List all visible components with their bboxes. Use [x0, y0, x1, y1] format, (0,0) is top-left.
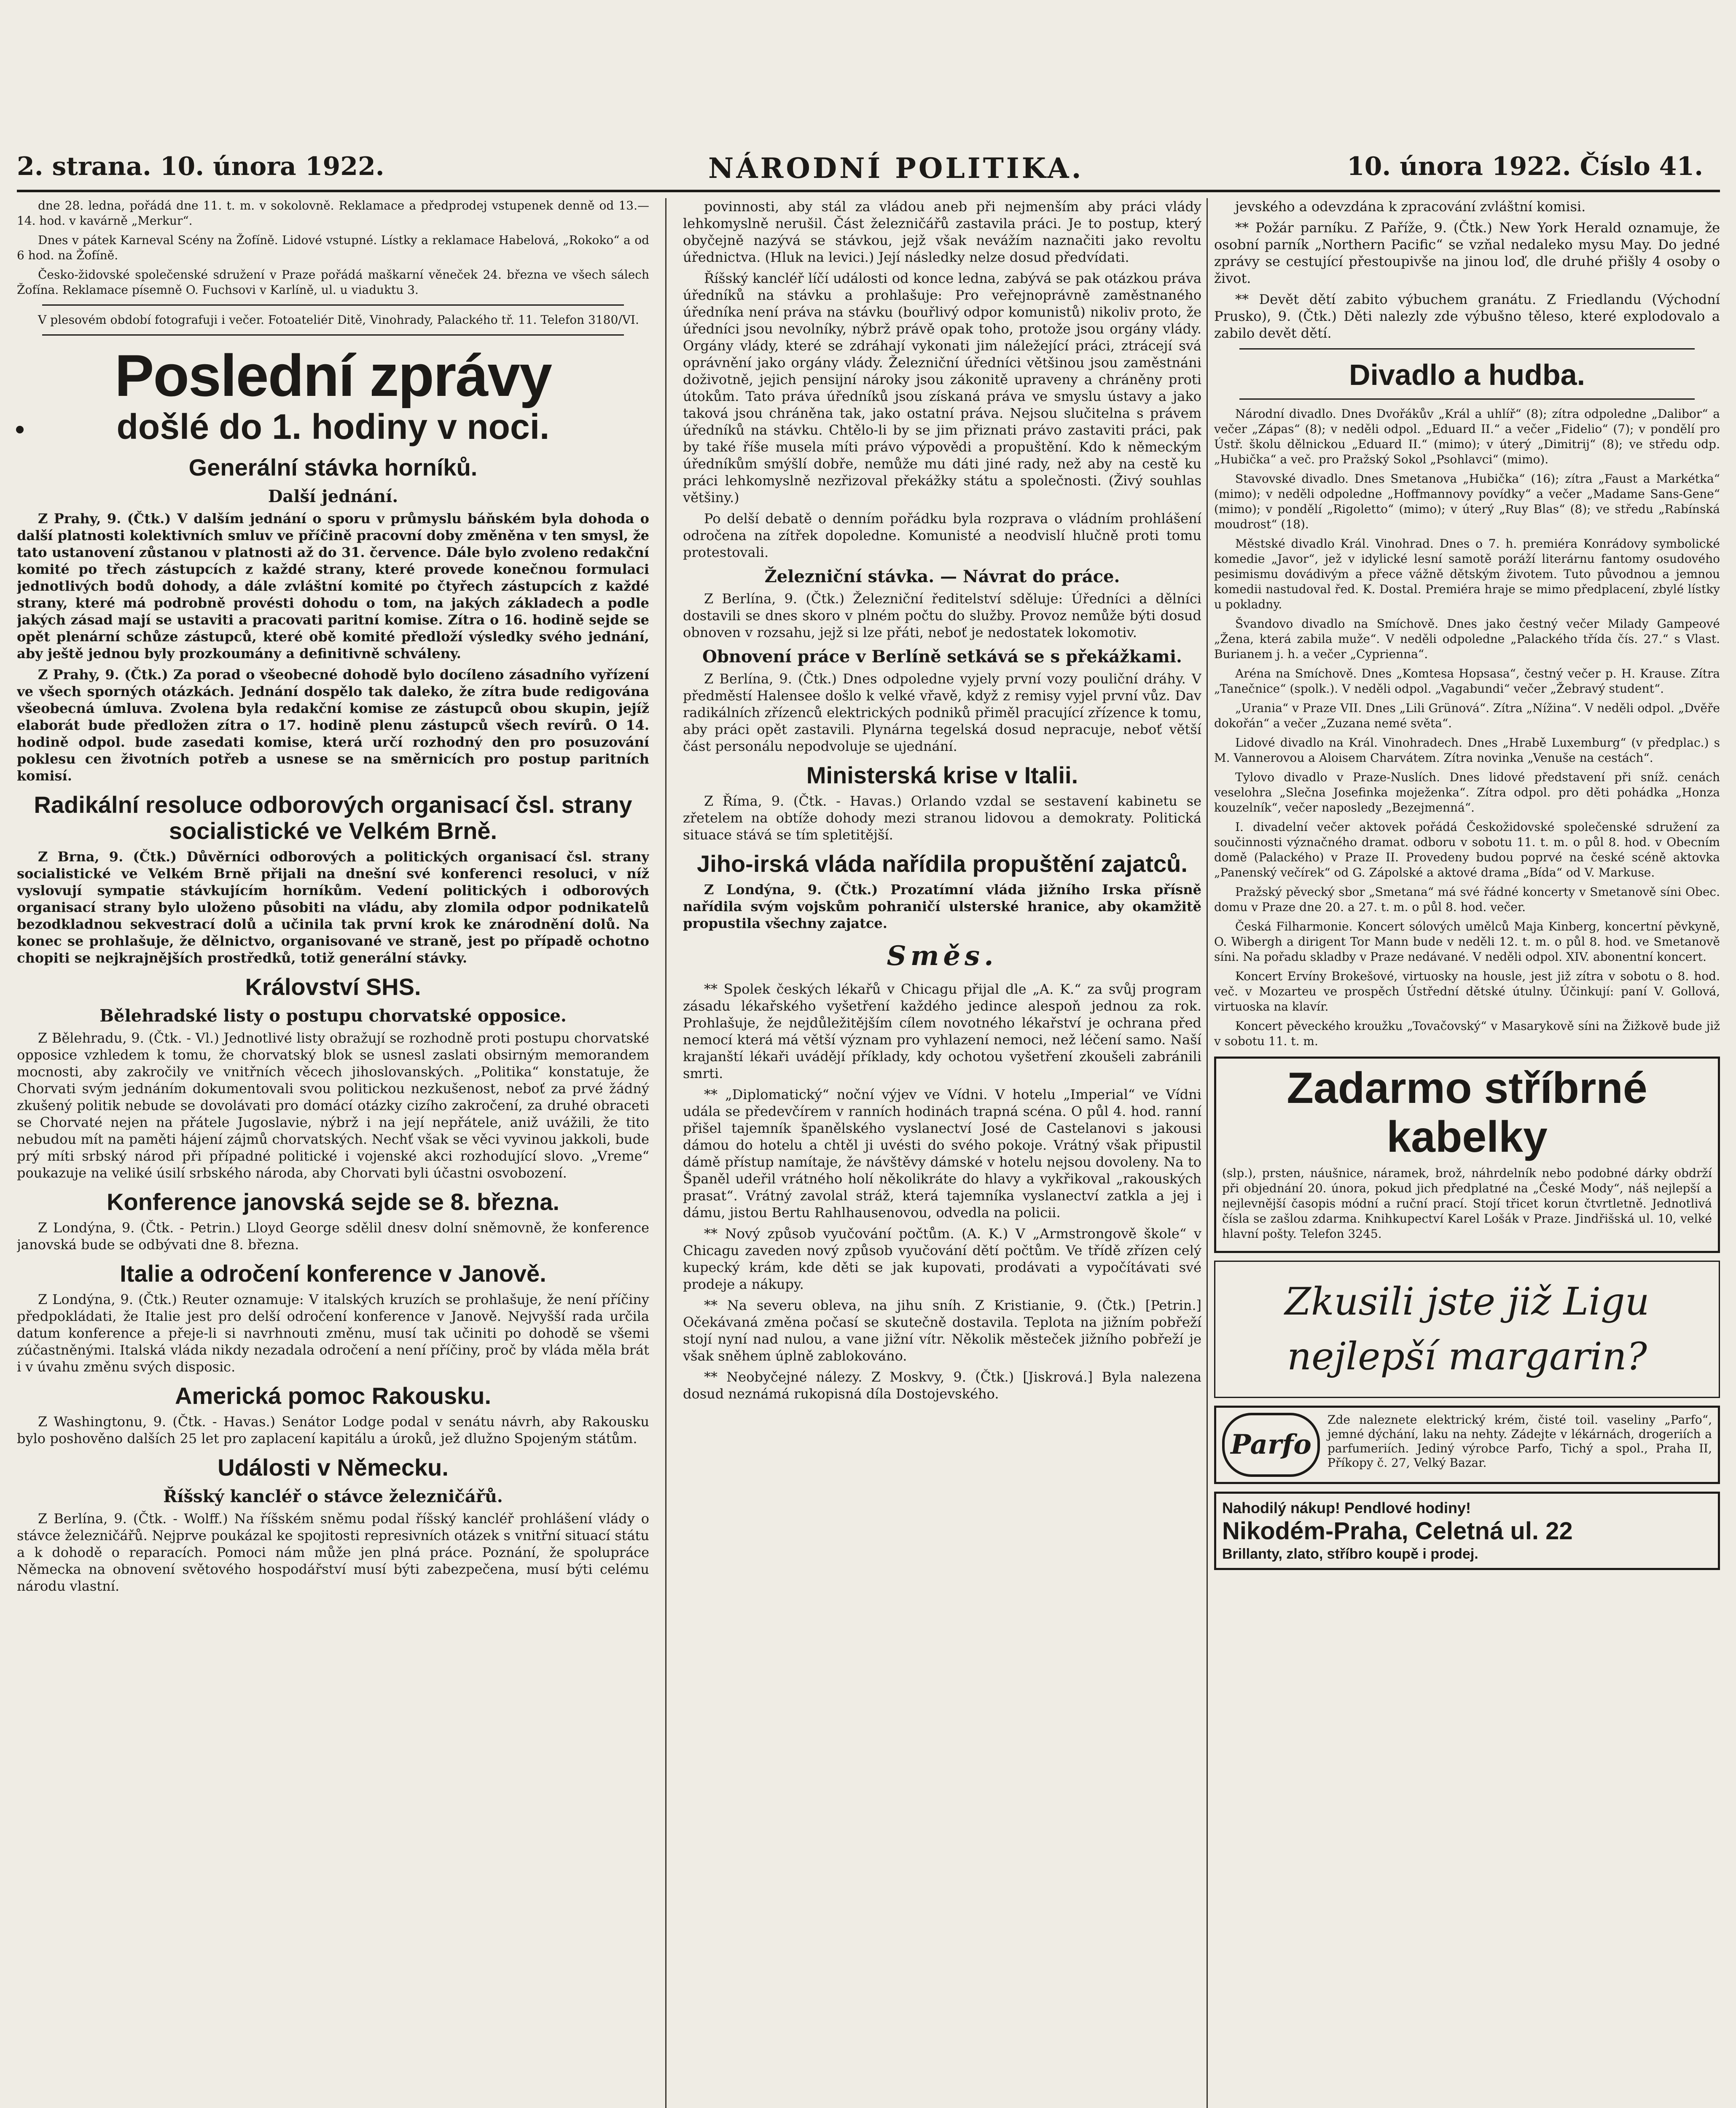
- article-paragraph: ** Spolek českých lékařů v Chicagu přijal dle „A. K.“ za svůj program zásadu lékařského vyšetření každého jedince alespoň jednou za rok. Prohlašuje, že nejdůležitějším cílem novotného lékařství je ochrana před nemocí která má větší význam pro vyhlazení nemoci, než léčení samo. Naší krajanští lékaři uvádějí příklady, kdy ochotou vyšetření zkoušeli zabránili smrti.: [683, 981, 1201, 1081]
- article-heading: Události v Německu.: [218, 1454, 449, 1481]
- headline-subtitle: došlé do 1. hodiny v noci.: [116, 407, 550, 446]
- concert-listing: Česká Filharmonie. Koncert sólových umělců Maja Kinberg, koncertní pěvkyně, O. Wibergh a dirigent Tor Mann bude v neděli 12. t. m. o půl 8. hod. ve Smetanově síni. Na pořadu skladby v Praze nedávané. V neděli odpol. XIV. abonentní koncert.: [1214, 920, 1720, 964]
- theatre-listing: Švandovo divadlo na Smíchově. Dnes jako čestný večer Milady Gampeové „Žena, která zabila muže“. V neděli odpoledne „Palackého třída čís. 27.“ s Vlast. Burianem j. h. a večer „Cyprienna“.: [1214, 617, 1720, 661]
- concert-listing: Koncert pěveckého kroužku „Tovačovský“ v Masarykově síni na Žižkově bude již v sobotu 11. t. m.: [1214, 1019, 1720, 1048]
- theatre-listing: Aréna na Smíchově. Dnes „Komtesa Hopsasa“, čestný večer p. H. Krause. Zítra „Tanečnice“ (spolk.). V neděli odpol. „Vagabundi“ večer „Žebravý student“.: [1214, 667, 1720, 696]
- ad-line-large: Nikodém-Praha, Celetná ul. 22: [1222, 1517, 1573, 1545]
- article-heading: Italie a odročení konference v Janově.: [120, 1260, 546, 1287]
- article-paragraph: Z Londýna, 9. (Čtk.) Reuter oznamuje: V italských kruzích se prohlašuje, že není příčiny předpokládati, že Italie jest pro delší odročení konference v Janově. Nejvyšší rada určila datum konference a přeje-li si navrhnouti změnu, musí tak učiniti po dohodě se všemi zúčastněnými. Italská vláda nikdy nezadala odročení a není příčiny, proč by vláda měla brát i v úvahu změnu svých disposic.: [17, 1291, 649, 1375]
- article-paragraph: Z Berlína, 9. (Čtk. - Wolff.) Na říšském sněmu podal říšský kancléř prohlášení vlády o stávce železničářů. Nejprve poukázal ke spojitosti represivních otázek s vnitřní situací státu a k dohodě o reparacích. Pomoci nám může jen plná práce. Poznání, že spolupráce Německa na obnovení světového hospodářství musí býti zabezpečena, musí býti celému národu vlastní.: [17, 1511, 649, 1594]
- ad-logo-row: [1222, 1413, 1712, 1477]
- theatre-listing: „Urania“ v Praze VII. Dnes „Lili Grünová“. Zítra „Nížina“. V neděli odpol. „Dvěře dokořán“ a večer „Zuzana nemé světa“.: [1214, 701, 1720, 730]
- ad-line: Brillanty, zlato, stříbro koupě i prodej.: [1222, 1546, 1478, 1562]
- article-subheading: Bělehradské listy o postupu chorvatské opposice.: [99, 1006, 567, 1026]
- article-paragraph: Z Londýna, 9. (Čtk. - Petrin.) Lloyd George sdělil dnesv dolní sněmovně, že konference janovská bude se odbývati dne 8. března.: [17, 1220, 649, 1253]
- advertisement-parfo: [1214, 1406, 1720, 1484]
- article-subheading: Říšský kancléř o stávce železničářů.: [163, 1487, 503, 1506]
- ad-body: (slp.), prsten, náušnice, náramek, brož, náhrdelník nebo podobné dárky obdrží při objednání 20. února, pokud jich předplatné na „České Mody“, náš nejlepší a nejlevnější časopis módní a ruční prací. Stojí třicet korun čtvrtletně. Jednotlivá čísla se zašlou zdarma. Knihkupectví Karel Lošák v Praze. Jindřišská ul. 10, velké hlavní pošty. Telefon 3245.: [1222, 1166, 1712, 1241]
- parfo-logo: Parfo: [1222, 1413, 1320, 1477]
- column-divider-1: [665, 198, 666, 2108]
- separator: [42, 304, 624, 306]
- section-heading-smes: Směs.: [887, 940, 998, 972]
- column-3: [1214, 198, 1720, 2108]
- article-paragraph: Z Říma, 9. (Čtk. - Havas.) Orlando vzdal se sestavení kabinetu se zřetelem na obtíže dohody mezi stranou lidovou a demokraty. Politická situace stává se tím spletitější.: [683, 793, 1201, 843]
- column-divider-2: [1207, 198, 1208, 2108]
- article-paragraph: ** „Diplomatický“ noční výjev ve Vídni. V hotelu „Imperial“ ve Vídni udála se předevčírem v ranních hodinách trapná scéna. O půl 4. hod. ranní přišel tajemník španělského vyslanectví José de Castelanovi s jakousi dámou do hotelu a chtěl ji uvésti do svého pokoje. Vrátný však připustil dámě přístup namítaje, že návštěvy dámské v hotelu nejsou dovoleny. Na to Španěl udeřil vrátného holí několikráte do hlavy a vykřikoval „rakouských prasat“. Vrátný zavolal stráž, která tajemníka vyslanectví zatkla a jej i dámu, jistou Bertu Rahlhausenovou, odvedla na policii.: [683, 1086, 1201, 1221]
- notice: dne 28. ledna, pořádá dne 11. t. m. v sokolovně. Reklamace a předprodej vstupenek denně od 13.—14. hod. v kavárně „Merkur“.: [17, 199, 649, 228]
- advertisement-margarine: Zkusili jste již Ligu nejlepší margarin?: [1214, 1261, 1720, 1398]
- ad-body: Zde naleznete elektrický krém, čisté toil. vaseliny „Parfo“, jemné dýchání, laku na nehty. Zádejte v lékárnách, drogeriích a parfumeriích. Jediný výrobce Parfo, Tichý a spol., Praha II, Příkopy č. 27, Velký Bazar.: [1328, 1413, 1712, 1470]
- page-number-date: 2. strana. 10. února 1922.: [17, 152, 384, 181]
- newspaper-title: NÁRODNÍ POLITIKA.: [708, 152, 1084, 185]
- article-paragraph: Z Londýna, 9. (Čtk.) Prozatímní vláda jižního Irska přísně nařídila svým vojskům pohraničí ulsterské hranice, aby okamžitě propustila všechny zajatce.: [683, 882, 1201, 931]
- concert-listing: Pražský pěvecký sbor „Smetana“ má své řádné koncerty v Smetanově síni Obec. domu v Praze dne 20. a 27. t. m. o půl 8. hod. večer.: [1214, 885, 1720, 914]
- article-paragraph: Říšský kancléř líčí události od konce ledna, zabývá se pak otázkou práva úředníků na stávku a prohlašuje: Pro veřejnoprávně zaměstnaného úředníka není práva na stávku (bouřlivý odpor komunistů) nikoliv proto, že úředníci jsou nevolníky, nýbrž právě opak toho, protože jsou orgány vlády. Orgány vlády, které se zdráhají vykonati jim náležející práci, ztrácejí svá oprávnění jako orgány vlády. Železniční úředníci většinou jsou zaměstnáni doživotně, jejich pensijní nároky jsou zákonitě upraveny a chráněny proti útokům. Tato práva úředníků jsou získaná práva ve smyslu ústavy a jako taková jsou chráněna tak, jako ostatní práva. Nejsou slučitelna s právem úředníků na stávku. Chtělo-li by se jim přiznati právo zastaviti práci, pak by také říše musela míti právo výpovědi a propuštění. Kdo k německým úředníkům smýšlí dobře, nemůže mu dáti jiné rady, než aby na cestě ku práci lehkomyslně nezřizoval překážky státu a společnosti. (Živý souhlas většiny.): [683, 270, 1201, 505]
- article-paragraph: jevského a odevzdána k zpracování zvláštní komisi.: [1235, 199, 1586, 215]
- article-paragraph: ** Na severu obleva, na jihu sníh. Z Kristianie, 9. (Čtk.) [Petrin.] Očekávaná změna počasí se skutečně dostavila. Teplota na jižním pobřeží stojí nyní nad nulou, a vane jižní vítr. Několik městeček jižního pobřeží je však sněhem úplně zablokováno.: [683, 1297, 1201, 1364]
- article-paragraph: ** Devět dětí zabito výbuchem granátu. Z Friedlandu (Východní Prusko), 9. (Čtk.) Děti nalezly zde výbušno těleso, které explodovalo a zabilo devět dětí.: [1214, 291, 1720, 341]
- article-heading: Konference janovská sejde se 8. března.: [107, 1188, 559, 1215]
- article-heading: Obnovení práce v Berlíně setkává se s překážkami.: [702, 647, 1182, 667]
- article-heading: Radikální resoluce odborových organisací čsl. strany socialistické ve Velkém Brně.: [34, 791, 632, 844]
- article-paragraph: Z Washingtonu, 9. (Čtk. - Havas.) Senátor Lodge podal v senátu návrh, aby Rakousku bylo poshověno dalších 25 let pro zaplacení kapitálu a úroků, jež dlužno Spojeným státům.: [17, 1414, 649, 1447]
- article-subheading: Další jednání.: [268, 487, 398, 506]
- column-1: [17, 198, 649, 2108]
- theatre-listing: Městské divadlo Král. Vinohrad. Dnes o 7. h. premiéra Konrádovy symbolické komedie „Javor“, jež v idylické lesní samotě poráží literárnu fantomy osudového pesimismu dovádivým a přece vážně dětským životem. Tuto původnou a jemnou komedii nastudoval řed. K. Dostal. Premiéra hraje se mimo předplacení, zbylé lístky u pokladny.: [1214, 537, 1720, 611]
- advertisement-nikodem: [1214, 1492, 1720, 1570]
- article-paragraph: ** Požár parníku. Z Paříže, 9. (Čtk.) New York Herald oznamuje, že osobní parník „Northern Pacific“ se vzňal nedaleko mysu May. Do jedné zprávy se cestující přestoupivše na jinou loď, dle druhé přišly 4 osoby o život.: [1214, 220, 1720, 286]
- theatre-listing: Národní divadlo. Dnes Dvořákův „Král a uhlíř“ (8); zítra odpoledne „Dalibor“ a večer „Zápas“ (8); v neděli odpol. „Eduard II.“ a večer „Fidelio“ (7); v pondělí pro Ústř. školu dělnickou „Eduard II.“ (mimo); v úterý „Dimitrij“ (8); ve středu odp. „Hubička“ a več. pro Pražský Sokol „Psohlavci“ (mimo).: [1214, 407, 1720, 466]
- masthead-rule: [17, 190, 1720, 192]
- notice: V plesovém období fotografuji i večer. Fotoateliér Ditě, Vinohrady, Palackého tř. 11. Telefon 3180/VI.: [38, 313, 639, 327]
- article-heading: Ministerská krise v Italii.: [806, 762, 1078, 788]
- article-heading: Jiho-irská vláda nařídila propuštění zajatců.: [697, 850, 1188, 877]
- ad-headline: Zadarmo stříbrné kabelky: [1287, 1064, 1647, 1162]
- issue-date-number: 10. února 1922. Číslo 41.: [1346, 152, 1703, 181]
- separator: [42, 334, 624, 336]
- masthead: [17, 152, 1703, 186]
- article-paragraph: ** Nový způsob vyučování počtům. (A. K.) V „Armstrongově škole“ v Chicagu zaveden nový způsob vyučování dětí počtům. Ve třídě zřízen celý kupecký krám, kde děti se jak kupovati, prodávati a vypočítávati své prodeje a nákupy.: [683, 1226, 1201, 1292]
- notice: Dnes v pátek Karneval Scény na Žofíně. Lidové vstupné. Lístky a reklamace Habelová, „Rokoko“ a od 6 hod. na Žofíně.: [17, 233, 649, 262]
- theatre-listing: Lidové divadlo na Král. Vinohradech. Dnes „Hrabě Luxemburg“ (v předplac.) s M. Vannerovou a Aloisem Charvátem. Zítra novinka „Venuše na cestách“.: [1214, 736, 1720, 765]
- advertisement-silver-handbags: [1214, 1057, 1720, 1253]
- article-heading: Království SHS.: [245, 973, 421, 1000]
- ad-line: Nahodilý nákup! Pendlové hodiny!: [1222, 1499, 1471, 1516]
- section-heading-theatre-music: Divadlo a hudba.: [1349, 358, 1586, 391]
- article-paragraph: Z Prahy, 9. (Čtk.) V dalším jednání o sporu v průmyslu báňském byla dohoda o další platnosti kolektivních smluv ve příčině pracovní doby změněna v ten smysl, že tato ustanovení zůstanou v platnosti až do 31. července. Dále bylo zvoleno redakční komité po třech zástupcích z každé strany, které provede konečnou formulaci jednotlivých bodů dohody, a dále zvláštní komité po čtyřech zástupcích z každé strany, které má podrobně provésti dohodu o tom, na jakých základech a podle jakých zásad mají se ustaviti a pracovati paritní komise. Zítra o 16. hodině sejde se opět plenární schůze zástupců, které obě komité předloží výsledky svého jednání, aby ještě jednou byly prozkoumány a definitivně schváleny.: [17, 511, 649, 661]
- theatre-listing: I. divadelní večer aktovek pořádá Českožidovské společenské sdružení za součinnosti význačného dramat. odboru v sobotu 11. t. m. o půl 8. hod. v Obecním domě (Palackého) v Praze II. Provedeny budou poprvé na české scéně aktovka „Panenský večírek“ od G. Zápolské a aktové drama „Bída“ od V. Markuse.: [1214, 820, 1720, 879]
- article-paragraph: Po delší debatě o denním pořádku byla rozprava o vládním prohlášení odročena na zítřek dopoledne. Komunisté a neodvislí hlučně proti tomu protestovali.: [683, 511, 1201, 560]
- article-paragraph: Z Prahy, 9. (Čtk.) Za porad o všeobecné dohodě bylo docíleno zásadního vyřízení ve všech sporných otázkách. Jednání dospělo tak daleko, že zítra bude redigována všeobecná úmluva. Zvolena byla redakční komise ze zástupců obou skupin, jejíž elaborát bude předložen zítra o 17. hodině plenu zástupců všech revírů. O 14. hodině odpol. bude zasedati komise, která určí rozhodný den pro posuzování poklesu cen životních potřeb a usnese se na směrnicích pro postup paritních komisí.: [17, 667, 649, 784]
- article-heading: Americká pomoc Rakousku.: [175, 1382, 492, 1409]
- headline-last-news: Poslední zprávy: [115, 342, 551, 409]
- article-paragraph: Z Brna, 9. (Čtk.) Důvěrníci odborových a politických organisací čsl. strany socialistické ve Velkém Brně přijali na dnešní své konferenci resoluci, v níž vyslovují sympatie stávkujícím horníkům. Vedení politických i odborových organisací strany bylo uloženo působiti na vládu, aby zlomila odpor podnikatelů bezodkladnou sekvestrací dolů a učinila tak první krok ke znárodnění dolů. Na konec se prohlašuje, že dělnictvo, organisované ve straně, jest po případě ochotno chopiti se nejkrajnějších prostředků, totiž generální stávky.: [17, 849, 649, 966]
- article-heading: Železniční stávka. — Návrat do práce.: [764, 567, 1120, 586]
- article-paragraph: Z Berlína, 9. (Čtk.) Železniční ředitelství sděluje: Úředníci a dělníci dostavili se dnes skoro v plném počtu do služby. Provoz nemůže býti dosud obnoven v rozsahu, jejž si lze přáti, neboť je nedostatek lokomotiv.: [683, 591, 1201, 640]
- article-paragraph: Z Berlína, 9. (Čtk.) Dnes odpoledne vyjely první vozy pouliční dráhy. V předměstí Halensee došlo k velké vřavě, když z remisy vyjel první vůz. Dav radikálních zřízenců elektrických podniků přiměl pracující zřízence k tomu, aby práci opět zastavili. Plynárna tegelská dosud nepracuje, neboť větší část personálu nepodvoluje se ujednání.: [683, 671, 1201, 754]
- article-heading: Generální stávka horníků.: [188, 454, 478, 481]
- separator: [1239, 398, 1695, 400]
- column-2: [683, 198, 1201, 2108]
- theatre-listing: Stavovské divadlo. Dnes Smetanova „Hubička“ (16); zítra „Faust a Markétka“ (mimo); v neděli odpoledne „Hoffmannovy povídky“ a večer „Madame Sans-Gene“ (mimo); v pondělí „Rigoletto“ (mimo); v úterý „Ruy Blas“ (8); ve středu „Rabínská moudrost“ (18).: [1214, 472, 1720, 531]
- article-paragraph: ** Neobyčejné nálezy. Z Moskvy, 9. (Čtk.) [Jiskrová.] Byla nalezena dosud neznámá rukopisná díla Dostojevského.: [683, 1369, 1201, 1402]
- article-paragraph: povinnosti, aby stál za vládou aneb při nejmenším aby práci vlády lehkomyslně nerušil. Část železničářů zastavila práci. Je to postup, který obyčejně nazývá se stávkou, jejž však nevážím naznačiti jako revoltu úřednictva. (Hluk na levici.) Její následky nelze dosud předvídati.: [683, 199, 1201, 265]
- article-paragraph: Z Bělehradu, 9. (Čtk. - Vl.) Jednotlivé listy obražují se rozhodně proti postupu chorvatské opposice vzhledem k tomu, že chorvatský blok se usnesl zaslati obsirným memorandem mocnosti, aby zakročily ve vnitřních věcech jihoslovanských. „Politika“ konstatuje, že Chorvati svým jednáním dokumentovali svou politickou nezkušenost, neboť za prvé žádný zkušený politik nebude se dovolávati pro domácí otázky cizího zakročení, za druhé obraceti se Chorvaté nejen na přátele Jugoslavie, nýbrž i na její nepřátele, aniž uvážili, že tito nebudou mít na paměti hájení zájmů chorvatských. Nechť však se věci vyvinou jakkoli, bude prý míti srbský národ při případné politické i vojenské akci rozhodující slovo. „Vreme“ poukazuje na veliké úsilí srbského národa, aby Chorvati byli účastni osvobození.: [17, 1030, 649, 1181]
- separator: [1239, 348, 1695, 350]
- theatre-listing: Tylovo divadlo v Praze-Nuslích. Dnes lidové představení při sníž. cenách veselohra „Slečna Josefinka moježenka“. Zítra odpol. pro děti pohádka „Honza kouzelník“, večer naposledy „Bezejmenná“.: [1214, 770, 1720, 815]
- notice: Česko-židovské společenské sdružení v Praze pořádá maškarní věneček 24. března ve všech sálech Žofína. Reklamace písemně O. Fuchsovi v Karlíně, ul. u viaduktu 3.: [17, 268, 649, 297]
- concert-listing: Koncert Ervíny Brokešové, virtuosky na housle, jest již zítra v sobotu o 8. hod. več. v Mozarteu ve prospěch Ústřední dětské útulny. Účinkují: paní V. Gollová, virtuoska na klavír.: [1214, 969, 1720, 1014]
